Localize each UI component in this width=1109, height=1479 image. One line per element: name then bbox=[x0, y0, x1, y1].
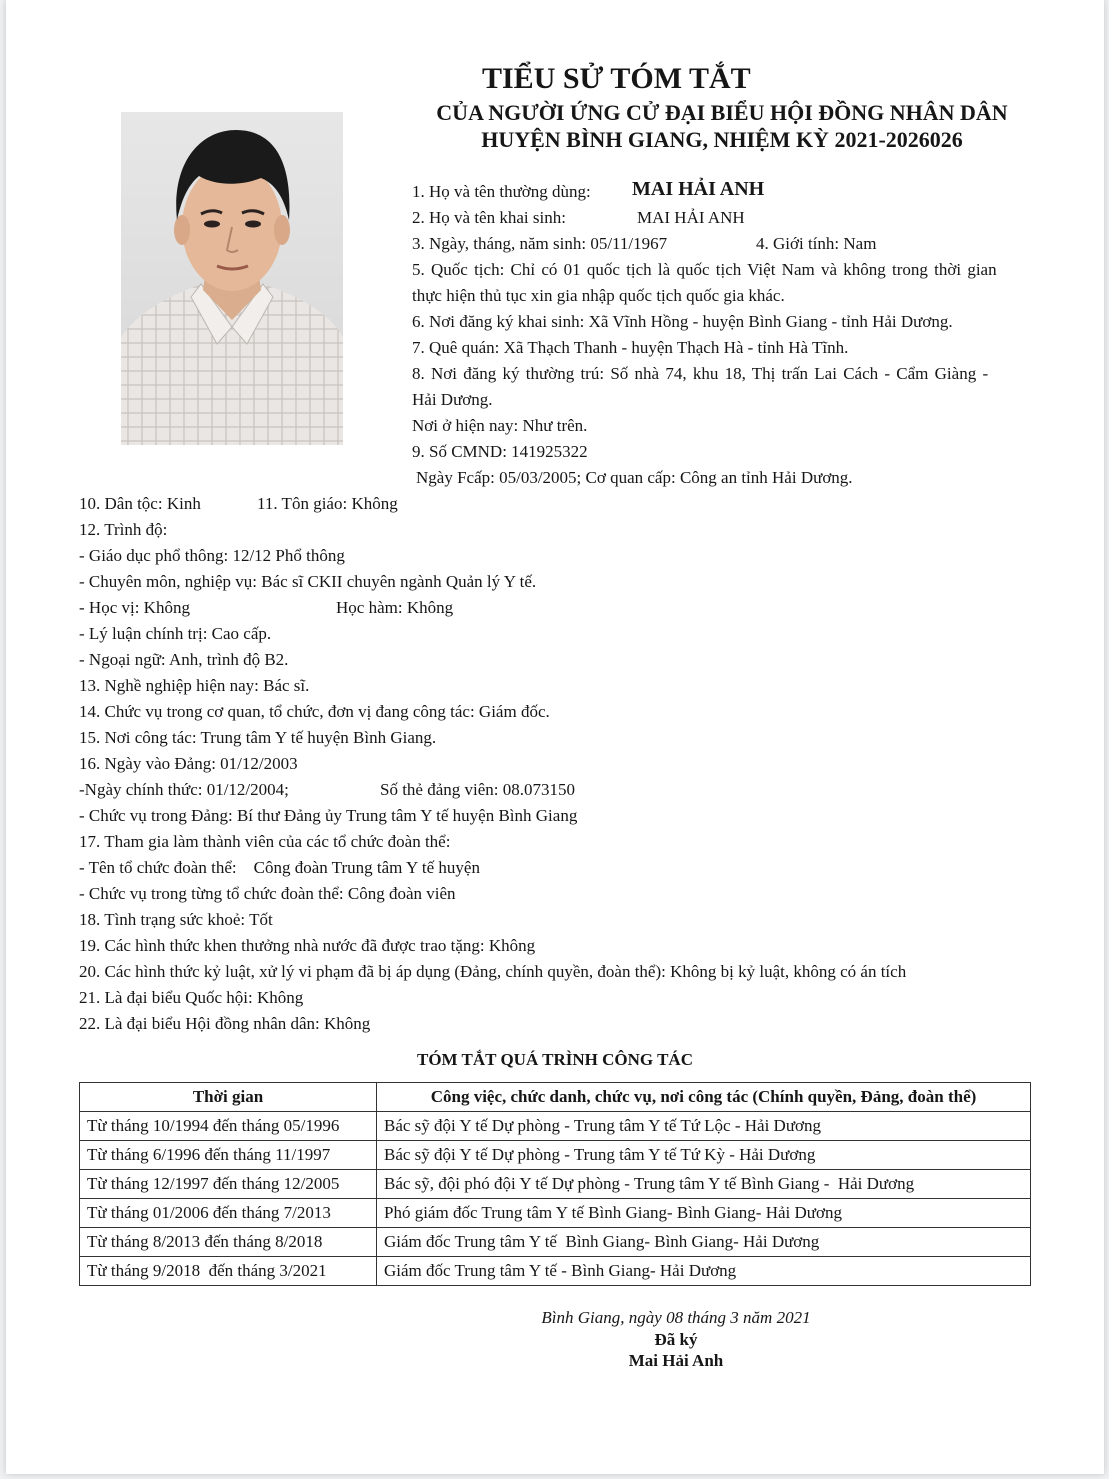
job-cell: Giám đốc Trung tâm Y tế - Bình Giang- Hải Dương bbox=[377, 1257, 1031, 1286]
item-11-religion: 11. Tôn giáo: Không bbox=[257, 494, 398, 513]
item-17-organizations: 17. Tham gia làm thành viên của các tổ chức đoàn thể: bbox=[79, 832, 451, 851]
party-position: - Chức vụ trong Đảng: Bí thư Đảng ủy Trung tâm Y tế huyện Bình Giang bbox=[79, 806, 578, 825]
item-9-id-issue: Ngày Fcấp: 05/03/2005; Cơ quan cấp: Công an tỉnh Hải Dương. bbox=[416, 468, 853, 487]
birth-name-value: MAI HẢI ANH bbox=[637, 208, 745, 227]
item-16-party-join-date: 16. Ngày vào Đảng: 01/12/2003 bbox=[79, 754, 298, 773]
item-21-national-assembly: 21. Là đại biểu Quốc hội: Không bbox=[79, 988, 304, 1007]
column-header-time: Thời gian bbox=[80, 1083, 377, 1112]
item-12-education: 12. Trình độ: bbox=[79, 520, 168, 539]
specialization: - Chuyên môn, nghiệp vụ: Bác sĩ CKII chuyên ngành Quản lý Y tế. bbox=[79, 572, 537, 591]
job-cell: Giám đốc Trung tâm Y tế Bình Giang- Bình Giang- Hải Dương bbox=[377, 1228, 1031, 1257]
work-history-table bbox=[79, 1082, 1031, 1286]
organization-role: - Chức vụ trong từng tổ chức đoàn thể: Công đoàn viên bbox=[79, 884, 456, 903]
time-cell: Từ tháng 6/1996 đến tháng 11/1997 bbox=[80, 1141, 377, 1170]
time-cell: Từ tháng 10/1994 đến tháng 05/1996 bbox=[80, 1112, 377, 1141]
item-8-residence: 8. Nơi đăng ký thường trú: Số nhà 74, khu 18, Thị trấn Lai Cách - Cẩm Giàng - bbox=[412, 364, 989, 383]
item-1-label: 1. Họ và tên thường dùng: bbox=[412, 182, 591, 201]
party-card-number: Số thẻ đảng viên: 08.073150 bbox=[380, 780, 576, 799]
table-row bbox=[80, 1141, 1031, 1170]
column-header-job: Công việc, chức danh, chức vụ, nơi công tác (Chính quyền, Đảng, đoàn thể) bbox=[377, 1083, 1031, 1112]
table-row bbox=[80, 1170, 1031, 1199]
table-row bbox=[80, 1112, 1031, 1141]
time-cell: Từ tháng 12/1997 đến tháng 12/2005 bbox=[80, 1170, 377, 1199]
table-header-row bbox=[80, 1083, 1031, 1112]
item-15-workplace: 15. Nơi công tác: Trung tâm Y tế huyện Bình Giang. bbox=[79, 728, 437, 747]
table-row bbox=[80, 1199, 1031, 1228]
time-cell: Từ tháng 8/2013 đến tháng 8/2018 bbox=[80, 1228, 377, 1257]
time-cell: Từ tháng 01/2006 đến tháng 7/2013 bbox=[80, 1199, 377, 1228]
item-5-nationality-cont: thực hiện thủ tục xin gia nhập quốc tịch quốc gia khác. bbox=[412, 286, 785, 305]
job-cell: Bác sỹ đội Y tế Dự phòng - Trung tâm Y tế Tứ Kỳ - Hải Dương bbox=[377, 1141, 1031, 1170]
document-subtitle-1: CỦA NGƯỜI ỨNG CỬ ĐẠI BIỂU HỘI ĐỒNG NHÂN DÂN bbox=[436, 100, 1008, 125]
signer-name: Mai Hải Anh bbox=[628, 1351, 724, 1370]
signature-place-date: Bình Giang, ngày 08 tháng 3 năm 2021 bbox=[541, 1308, 811, 1327]
table-row bbox=[80, 1228, 1031, 1257]
foreign-language: - Ngoại ngữ: Anh, trình độ B2. bbox=[79, 650, 289, 669]
item-4-gender: 4. Giới tính: Nam bbox=[756, 234, 877, 253]
item-14-position: 14. Chức vụ trong cơ quan, tổ chức, đơn vị đang công tác: Giám đốc. bbox=[79, 702, 550, 721]
document-page bbox=[6, 0, 1104, 1474]
work-history-heading: TÓM TẮT QUÁ TRÌNH CÔNG TÁC bbox=[417, 1050, 693, 1069]
academic-title: Học hàm: Không bbox=[336, 598, 454, 617]
item-7-hometown: 7. Quê quán: Xã Thạch Thanh - huyện Thạch Hà - tỉnh Hà Tĩnh. bbox=[412, 338, 849, 357]
job-cell: Bác sỹ, đội phó đội Y tế Dự phòng - Trung tâm Y tế Bình Giang - Hải Dương bbox=[377, 1170, 1031, 1199]
item-10-ethnicity: 10. Dân tộc: Kinh bbox=[79, 494, 201, 513]
document-title: TIỂU SỬ TÓM TẮT bbox=[482, 62, 751, 95]
time-cell: Từ tháng 9/2018 đến tháng 3/2021 bbox=[80, 1257, 377, 1286]
item-22-people-council: 22. Là đại biểu Hội đồng nhân dân: Không bbox=[79, 1014, 371, 1033]
item-9-id-number: 9. Số CMND: 141925322 bbox=[412, 442, 588, 461]
party-official-date: -Ngày chính thức: 01/12/2004; bbox=[79, 780, 289, 799]
current-address: Nơi ở hiện nay: Như trên. bbox=[412, 416, 588, 435]
job-cell: Phó giám đốc Trung tâm Y tế Bình Giang- Bình Giang- Hải Dương bbox=[377, 1199, 1031, 1228]
item-8-residence-cont: Hải Dương. bbox=[412, 390, 493, 409]
general-education: - Giáo dục phổ thông: 12/12 Phổ thông bbox=[79, 546, 345, 565]
item-20-discipline: 20. Các hình thức kỷ luật, xử lý vi phạm đã bị áp dụng (Đảng, chính quyền, đoàn thể): Không bị kỷ luật, không có án tích bbox=[79, 962, 907, 981]
organization-name: - Tên tổ chức đoàn thể: Công đoàn Trung tâm Y tế huyện bbox=[79, 858, 480, 877]
item-2-label: 2. Họ và tên khai sinh: bbox=[412, 208, 566, 227]
item-19-awards: 19. Các hình thức khen thưởng nhà nước đã được trao tặng: Không bbox=[79, 936, 536, 955]
table-row bbox=[80, 1257, 1031, 1286]
item-3-birthdate: 3. Ngày, tháng, năm sinh: 05/11/1967 bbox=[412, 234, 668, 253]
item-5-nationality: 5. Quốc tịch: Chỉ có 01 quốc tịch là quốc tịch Việt Nam và không trong thời gian bbox=[412, 260, 997, 279]
job-cell: Bác sỹ đội Y tế Dự phòng - Trung tâm Y tế Tứ Lộc - Hải Dương bbox=[377, 1112, 1031, 1141]
portrait-image bbox=[121, 112, 343, 445]
candidate-photo bbox=[121, 112, 343, 445]
item-13-occupation: 13. Nghề nghiệp hiện nay: Bác sĩ. bbox=[79, 676, 310, 695]
document-subtitle-2: HUYỆN BÌNH GIANG, NHIỆM KỲ 2021-2026026 bbox=[481, 127, 963, 152]
signature-status: Đã ký bbox=[654, 1330, 698, 1349]
academic-degree: - Học vị: Không bbox=[79, 598, 190, 617]
common-name-value: MAI HẢI ANH bbox=[632, 178, 765, 200]
item-18-health: 18. Tình trạng sức khoẻ: Tốt bbox=[79, 910, 273, 929]
political-theory: - Lý luận chính trị: Cao cấp. bbox=[79, 624, 272, 643]
item-6-birth-registration: 6. Nơi đăng ký khai sinh: Xã Vĩnh Hồng - huyện Bình Giang - tỉnh Hải Dương. bbox=[412, 312, 953, 331]
